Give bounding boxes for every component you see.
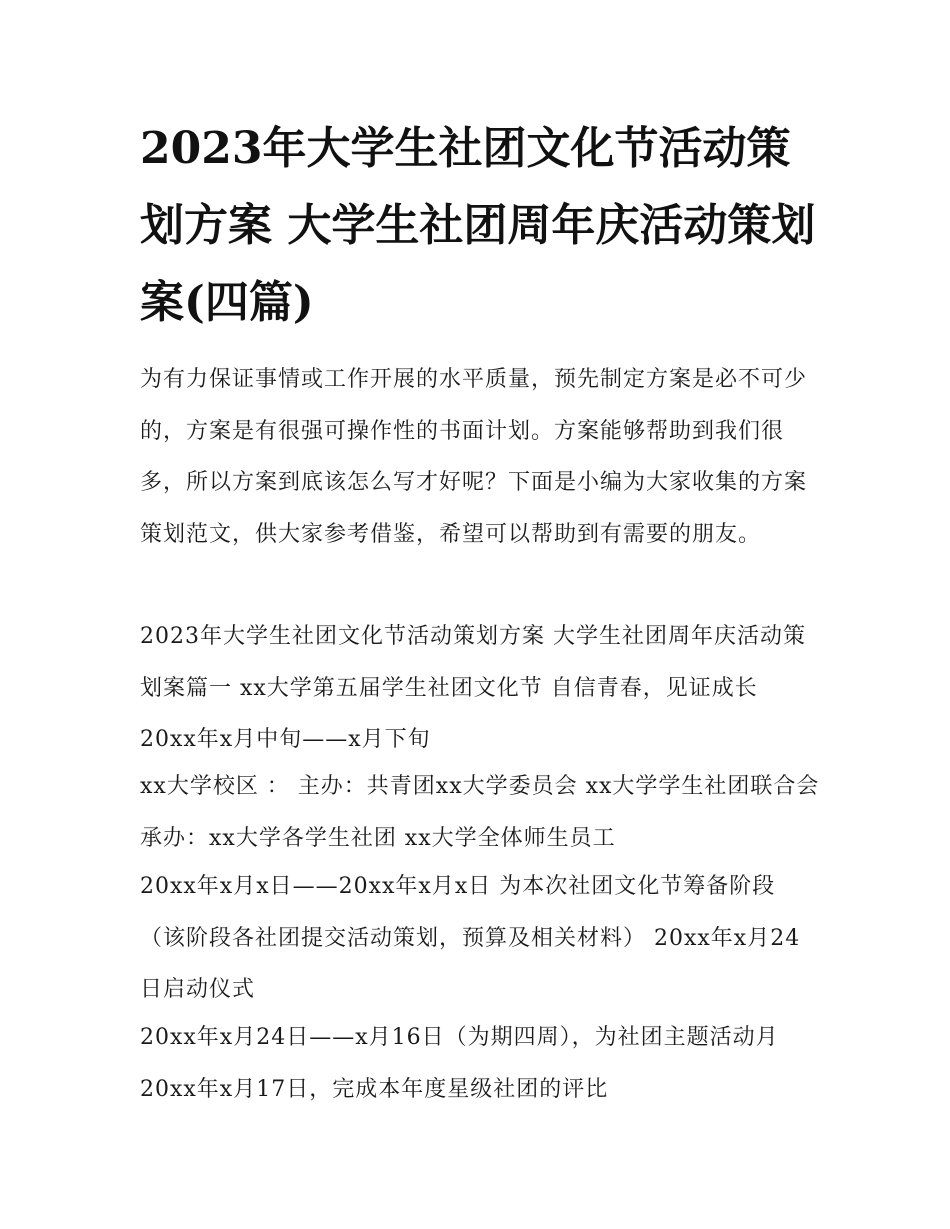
intro-paragraph: 为有力保证事情或工作开展的水平质量，预先制定方案是必不可少的，方案是有很强可操作性的书面计划。方案能够帮助到我们很多，所以方案到底该怎么写才好呢？下面是小编为大家收集的方案策划范文，供大家参考借鉴，希望可以帮助到有需要的朋友。 [140, 367, 808, 547]
body-paragraph: xx大学校区 ： 主办：共青团xx大学委员会 xx大学学生社团联合会 承办：xx大学各学生社团 xx大学全体师生员工 [140, 774, 820, 851]
document-title: 2023年大学生社团文化节活动策划方案 大学生社团周年庆活动策划案(四篇) [140, 123, 816, 328]
body-paragraph: 20xx年x月24日——x月16日（为期四周），为社团主题活动月 20xx年x月17日，完成本年度星级社团的评比 [140, 1025, 779, 1102]
body-paragraph: 20xx年x月x日——20xx年x月x日 为本次社团文化节筹备阶段 （该阶段各社团提交活动策划，预算及相关材料） 20xx年x月24日启动仪式 [140, 874, 801, 1002]
body-paragraph: 2023年大学生社团文化节活动策划方案 大学生社团周年庆活动策划案篇一 xx大学第五届学生社团文化节 自信青春，见证成长 20xx年x月中旬——x月下旬 [140, 624, 806, 752]
